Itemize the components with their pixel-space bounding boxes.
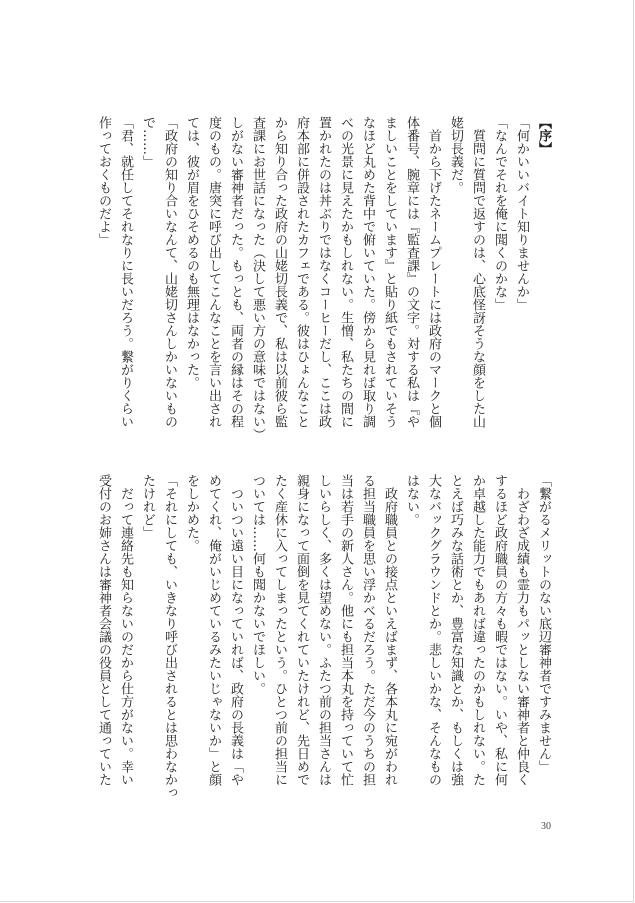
text-line: 質問に質問で返すのは、心底怪訝そうな顔をした山	[470, 116, 485, 428]
text-line: 大なバックグラウンドとか。悲しいかな、そんなもの	[426, 474, 441, 786]
text-line: めてくれ、俺がいじめているみたいじゃないか」と顔	[206, 474, 221, 786]
text-line: ましいことをしています』と貼り紙でもされていそう	[382, 116, 397, 428]
text-line: たけれど」	[140, 474, 155, 539]
text-line: するほど政府職員の方々も暇ではない。いや、私に何	[492, 474, 507, 786]
text-line: なほど丸めた背中で俯いていた。傍から見れば取り調	[360, 116, 375, 428]
text-line: わざわざ成績も霊力もパッとしない審神者と仲良く	[514, 474, 529, 786]
text-line: から知り合った政府の山姥切長義で、私は以前彼ら監	[272, 116, 287, 428]
text-line: 受付のお姉さんは審神者会議の役員として通っていた	[96, 474, 111, 786]
text-line: 置かれたのは丼ぶりではなくコーヒーだし、ここは政	[316, 116, 331, 428]
text-line: とえば巧みな話術とか、豊富な知識とか、もしくは強	[448, 474, 463, 786]
text-line: 「何かいいバイト知りませんか」	[514, 116, 529, 311]
text-line: 政府職員との接点といえばまず、各本丸に宛がわれ	[382, 474, 397, 786]
text-line: はない。	[404, 474, 419, 526]
text-line: 府本部に併設されたカフェである。彼はひょんなこと	[294, 116, 309, 428]
text-line: ついては……何も聞かないでほしい。	[250, 474, 265, 695]
text-line: 当は若手の新人さん。他にも担当本丸を持っていて忙	[338, 474, 353, 786]
text-line: 親身になって面倒を見てくれていたけれど、先日めで	[294, 474, 309, 786]
text-line: 「政府の知り合いなんて、山姥切さんしかいないもの	[162, 116, 177, 428]
text-line: る担当職員を思い浮かべるだろう。ただ今のうちの担	[360, 474, 375, 786]
text-line: たく産休に入ってしまったという。ひとつ前の担当に	[272, 474, 287, 786]
text-line: 「なんでそれを俺に聞くのかな」	[492, 116, 507, 311]
text-line: 査課にお世話になった（決して悪い方の意味ではない）	[250, 116, 265, 441]
text-line: 首から下げたネームプレートには政府のマークと個	[426, 116, 441, 428]
text-line: しがない審神者だった。もっとも、両者の縁はその程	[228, 116, 243, 428]
page-number: 30	[541, 821, 551, 832]
text-line: だって連絡先も知らないのだから仕方がない。幸い	[118, 474, 133, 786]
text-line: ては、彼が眉をひそめるのも無理はなかった。	[184, 116, 199, 389]
text-line: で……」	[140, 116, 155, 168]
text-line: をしかめた。	[184, 474, 199, 552]
text-line: 姥切長義だ。	[448, 116, 463, 194]
section-heading: 【序】	[536, 116, 551, 155]
bottom-text-block	[92, 474, 554, 799]
text-line: 「それにしても、いきなり呼び出されるとは思わなかっ	[162, 474, 177, 799]
top-text-block	[92, 116, 554, 441]
text-line: べの光景に見えたかもしれない。生憎、私たちの間に	[338, 116, 353, 428]
text-line: ついつい遠い目になっていれば、政府の長義は「や	[228, 474, 243, 786]
text-line: しいらしく、多くは望めない。ふたつ前の担当さんは	[316, 474, 331, 786]
text-line: か卓越した能力でもあれば違ったのかもしれない。た	[470, 474, 485, 786]
text-line: 作っておくものだよ」	[96, 116, 111, 246]
text-line: 「繋がるメリットのない底辺審神者ですみません」	[536, 474, 551, 773]
text-line: 体番号、腕章には『監査課』の文字。対する私は『や	[404, 116, 419, 428]
text-line: 「君、就任してそれなりに長いだろう。繋がりくらい	[118, 116, 133, 428]
text-line: 度のもの。唐突に呼び出してこんなことを言い出され	[206, 116, 221, 428]
